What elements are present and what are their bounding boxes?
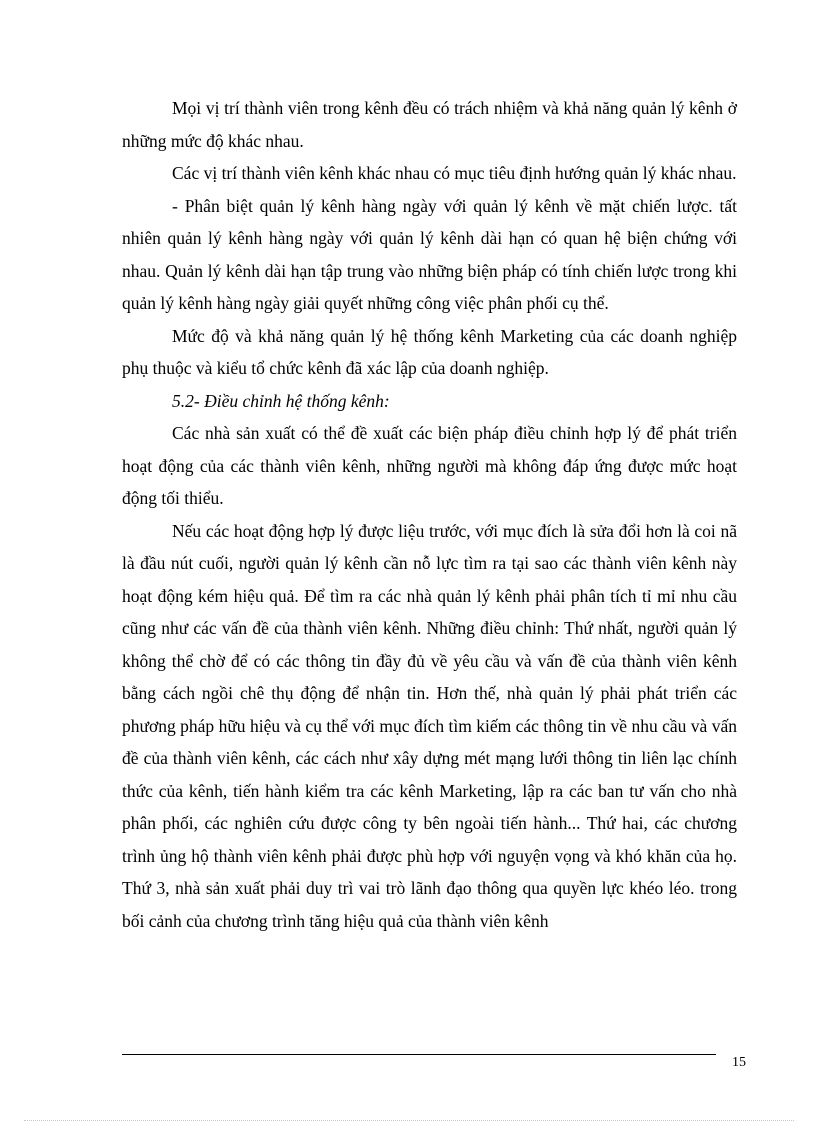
page-number: 15 <box>732 1055 746 1070</box>
paragraph-member-responsibility: Mọi vị trí thành viên trong kênh đều có trách nhiệm và khả năng quản lý kênh ở những mức độ khác nhau. <box>122 98 737 151</box>
section-heading: 5.2- Điều chỉnh hệ thống kênh: <box>172 390 390 411</box>
paragraph-adjustment-measures: Các nhà sản xuất có thể đề xuất các biện pháp điều chỉnh hợp lý để phát triển hoạt động của các thành viên kênh, những người mà không đáp ứng được mức hoạt động tối thiểu. <box>122 423 737 508</box>
paragraph-member-objectives: Các vị trí thành viên kênh khác nhau có mục tiêu định hướng quản lý khác nhau. <box>172 163 737 183</box>
footer-divider <box>122 1054 716 1055</box>
paragraph-daily-vs-strategic: - Phân biệt quản lý kênh hàng ngày với quản lý kênh về mặt chiến lược. tất nhiên quản lý kênh hàng ngày với quản lý kênh dài hạn có quan hệ biện chứng với nhau. Quản lý kênh dài hạn tập trung vào những biện pháp có tính chiến lược trong khi quản lý kênh hàng ngày giải quyết những công việc phân phối cụ thể. <box>122 195 737 313</box>
paragraph-management-capability: Mức độ và khả năng quản lý hệ thống kênh Marketing của các doanh nghiệp phụ thuộc và kiểu tổ chức kênh đã xác lập của doanh nghiệp. <box>122 325 737 378</box>
page-body <box>122 92 737 937</box>
paragraph-adjustment-details: Nếu các hoạt động hợp lý được liệu trước, với mục đích là sửa đổi hơn là coi nã là đầu nút cuối, người quản lý kênh cần nỗ lực tìm ra tại sao các thành viên kênh này hoạt động kém hiệu quả. Để tìm ra các nhà quản lý kênh phải phân tích tỉ mỉ nhu cầu cũng như các vấn đề của thành viên kênh. Những điều chỉnh: Thứ nhất, người quản lý không thể chờ để có các thông tin đầy đủ về yêu cầu và vấn đề của thành viên kênh bằng cách ngồi chê thụ động để nhận tin. Hơn thế, nhà quản lý phải phát triển các phương pháp hữu hiệu và cụ thể với mục đích tìm kiếm các thông tin về nhu cầu và vấn đề của thành viên kênh, các cách như xây dựng mét mạng lưới thông tin liên lạc chính thức của kênh, tiến hành kiểm tra các kênh Marketing, lập ra các ban tư vấn cho nhà phân phối, các nghiên cứu được công ty bên ngoài tiến hành... Thứ hai, các chương trình ủng hộ thành viên kênh phải được phù hợp với nguyện vọng và khó khăn của họ. Thứ 3, nhà sản xuất phải duy trì vai trò lãnh đạo thông qua quyền lực khéo léo. trong bối cảnh của chương trình tăng hiệu quả của thành viên kênh <box>122 520 737 931</box>
page-edge-divider <box>24 1120 794 1121</box>
